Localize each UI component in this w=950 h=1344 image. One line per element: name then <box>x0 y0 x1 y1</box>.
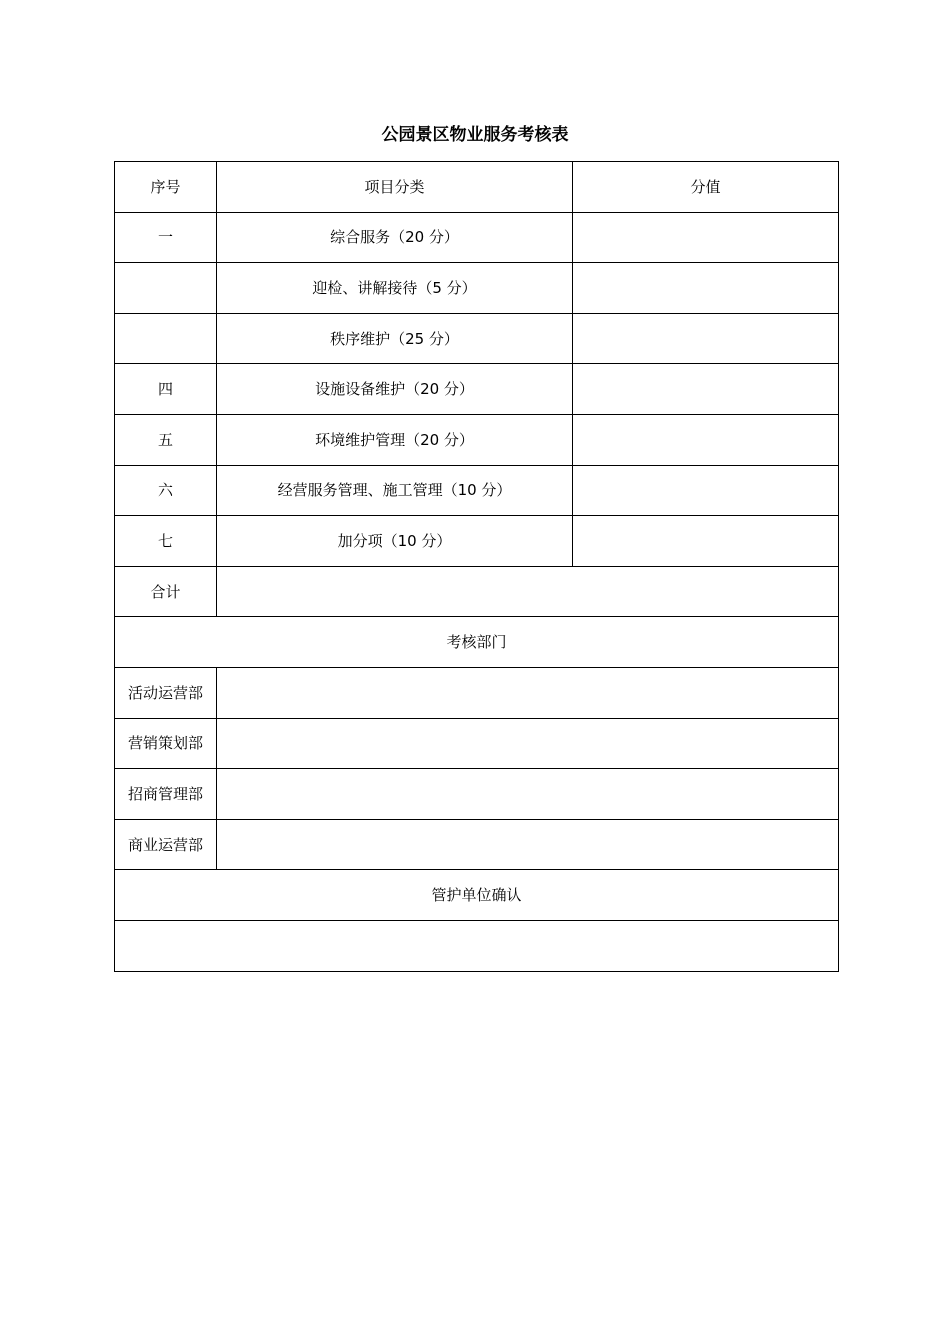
item-no: 四 <box>115 364 217 415</box>
assessment-table <box>114 161 839 972</box>
item-category: 经营服务管理、施工管理（10 分） <box>217 465 573 516</box>
item-category: 设施设备维护（20 分） <box>217 364 573 415</box>
dept-section-label: 考核部门 <box>115 617 839 668</box>
header-no: 序号 <box>115 162 217 213</box>
item-score <box>573 465 839 516</box>
total-label: 合计 <box>115 566 217 617</box>
item-score <box>573 364 839 415</box>
dept-value-cell <box>217 769 839 820</box>
total-value-cell <box>217 566 839 617</box>
dept-name: 营销策划部 <box>115 718 217 769</box>
item-score <box>573 263 839 314</box>
dept-row <box>115 718 839 769</box>
confirm-value-row <box>115 920 839 971</box>
dept-name: 招商管理部 <box>115 769 217 820</box>
table-row <box>115 516 839 567</box>
header-score: 分值 <box>573 162 839 213</box>
item-no: 一 <box>115 212 217 263</box>
table-row <box>115 414 839 465</box>
item-category: 迎检、讲解接待（5 分） <box>217 263 573 314</box>
confirm-section-row <box>115 870 839 921</box>
total-row <box>115 566 839 617</box>
item-category: 环境维护管理（20 分） <box>217 414 573 465</box>
item-category: 综合服务（20 分） <box>217 212 573 263</box>
item-category: 秩序维护（25 分） <box>217 313 573 364</box>
dept-value-cell <box>217 819 839 870</box>
dept-value-cell <box>217 667 839 718</box>
item-score <box>573 516 839 567</box>
item-category: 加分项（10 分） <box>217 516 573 567</box>
item-score <box>573 212 839 263</box>
dept-name: 活动运营部 <box>115 667 217 718</box>
dept-row <box>115 667 839 718</box>
table-row <box>115 364 839 415</box>
item-score <box>573 414 839 465</box>
confirm-section-label: 管护单位确认 <box>115 870 839 921</box>
table-row <box>115 465 839 516</box>
item-no: 五 <box>115 414 217 465</box>
dept-name: 商业运营部 <box>115 819 217 870</box>
item-no: 六 <box>115 465 217 516</box>
item-no <box>115 263 217 314</box>
confirm-value-cell <box>115 920 839 971</box>
dept-row <box>115 819 839 870</box>
table-row <box>115 313 839 364</box>
item-no: 七 <box>115 516 217 567</box>
table-row <box>115 212 839 263</box>
document-title: 公园景区物业服务考核表 <box>381 125 569 145</box>
dept-section-row <box>115 617 839 668</box>
header-category: 项目分类 <box>217 162 573 213</box>
table-header-row <box>115 162 839 213</box>
dept-row <box>115 769 839 820</box>
item-no <box>115 313 217 364</box>
item-score <box>573 313 839 364</box>
table-row <box>115 263 839 314</box>
dept-value-cell <box>217 718 839 769</box>
